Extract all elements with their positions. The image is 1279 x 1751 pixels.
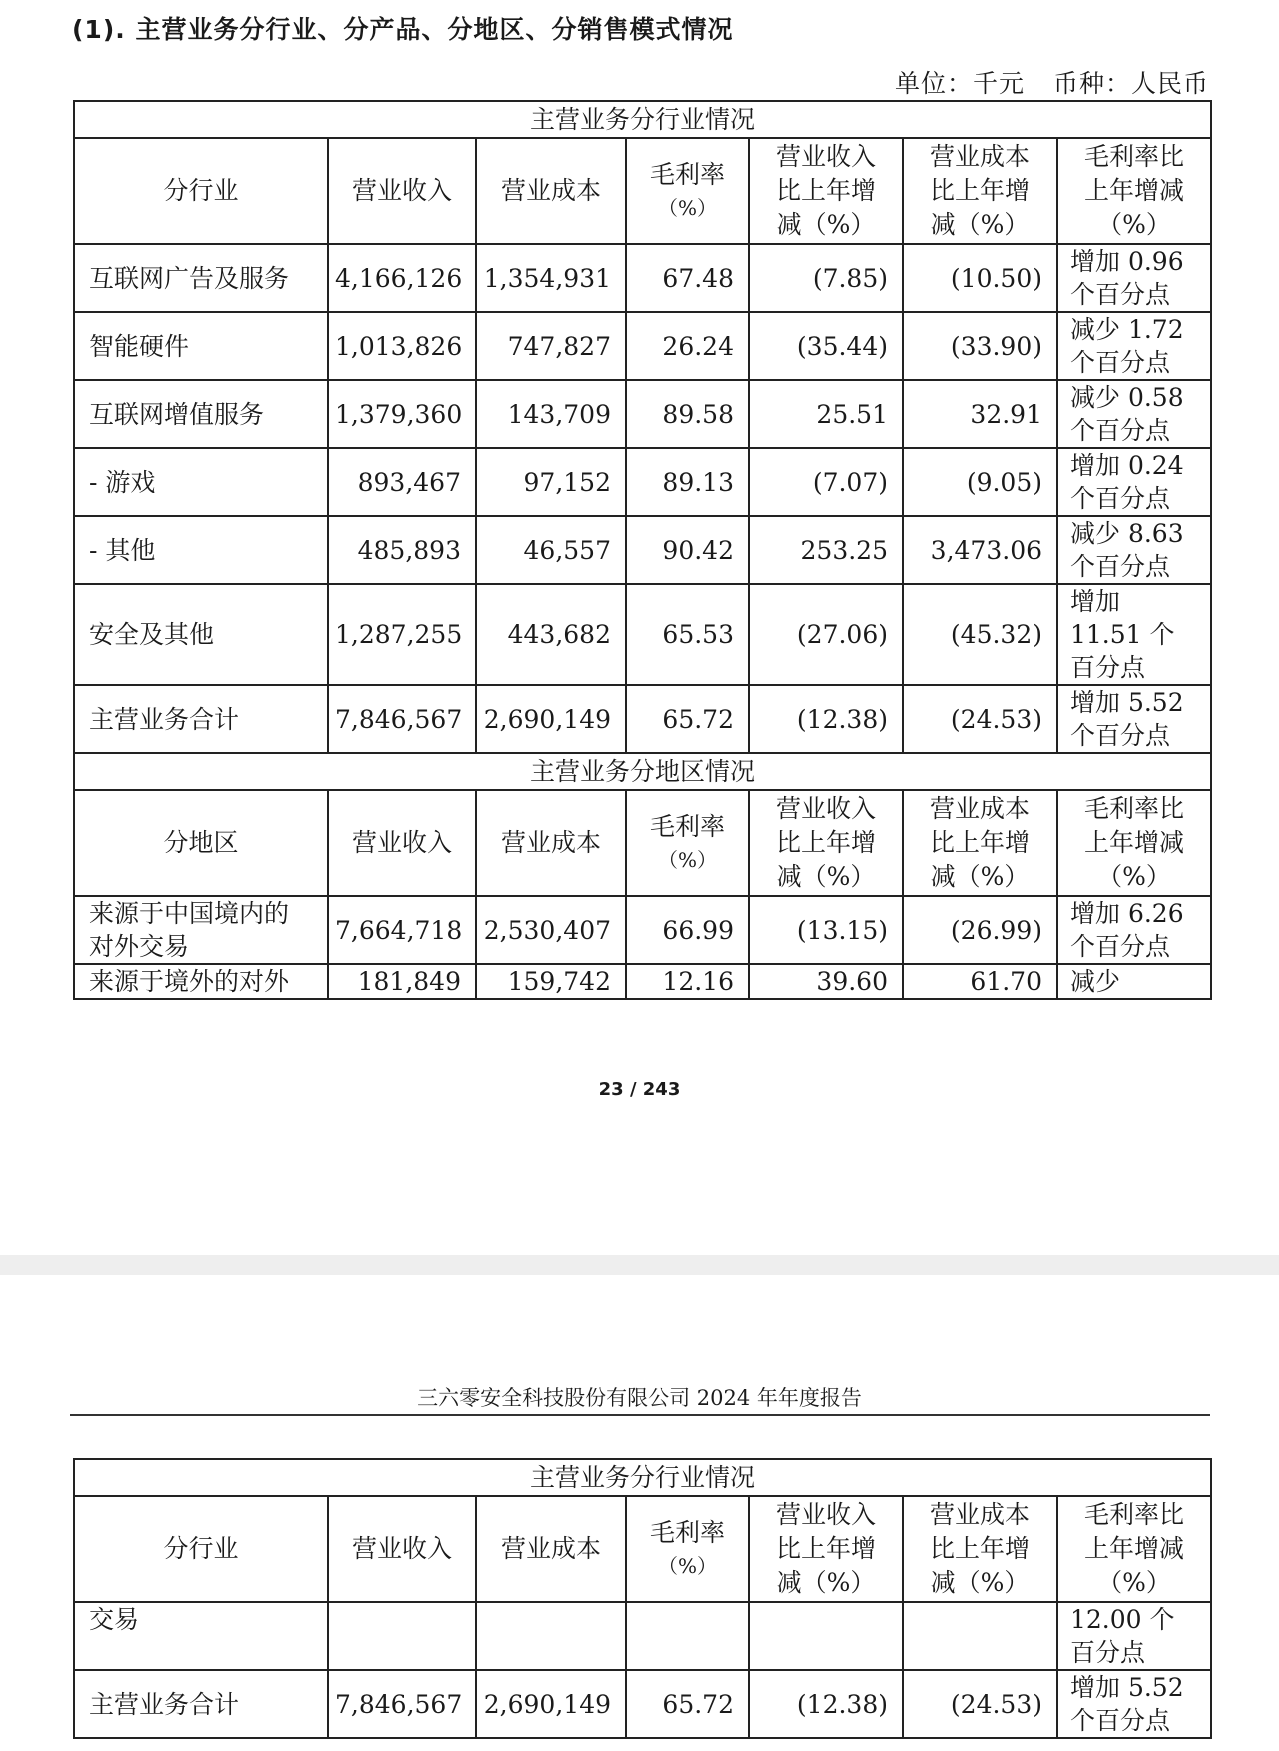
cell-cost-chg: 32.91 [903,380,1057,448]
cell-rev-chg: (27.06) [749,584,903,685]
cell-margin-change: 增加 6.26 个百分点 [1057,896,1211,964]
cell-rev-chg: (35.44) [749,312,903,380]
cell-margin-change: 12.00 个 百分点 [1057,1602,1211,1670]
cell-cost-chg [903,1602,1057,1670]
continued-section-title-row [74,1459,1211,1496]
header-revenue-change: 营业收入 比上年增 减（%） [749,138,903,244]
cell-revenue: 1,013,826 [328,312,476,380]
header-revenue: 营业收入 [328,138,476,244]
header-cost: 营业成本 [476,138,626,244]
report-header: 三六零安全科技股份有限公司 2024 年年度报告 [417,1386,862,1410]
row-label: 安全及其他 [74,584,328,685]
cell-rev-chg: 253.25 [749,516,903,584]
cell-cost: 2,690,149 [476,685,626,753]
cell-cost: 2,690,149 [476,1670,626,1738]
header-cost-change: 营业成本 比上年增 减（%） [903,1496,1057,1602]
cell-cost-chg: 3,473.06 [903,516,1057,584]
cell-margin: 26.24 [626,312,749,380]
cell-margin-change: 增加 0.24 个百分点 [1057,448,1211,516]
row-label: 智能硬件 [74,312,328,380]
header-cost: 营业成本 [476,1496,626,1602]
cell-revenue [328,1602,476,1670]
cell-margin-change: 减少 8.63 个百分点 [1057,516,1211,584]
cell-margin-change: 增加 11.51 个 百分点 [1057,584,1211,685]
row-label: 来源于中国境内的 对外交易 [74,896,328,964]
cell-cost: 159,742 [476,964,626,999]
row-label: - 游戏 [74,448,328,516]
cell-revenue: 7,664,718 [328,896,476,964]
cell-revenue: 181,849 [328,964,476,999]
industry-section-title-row [74,101,1211,138]
header-margin-change: 毛利率比 上年增减 （%） [1057,790,1211,896]
page-gap [0,1255,1279,1275]
header-region: 分地区 [74,790,328,896]
cell-margin: 65.72 [626,1670,749,1738]
region-section-title-row [74,753,1211,790]
cell-revenue: 1,287,255 [328,584,476,685]
cell-margin: 89.58 [626,380,749,448]
cell-rev-chg: (12.38) [749,1670,903,1738]
table-row [74,1670,1211,1738]
unit-line [895,64,1209,100]
row-label: 来源于境外的对外 [74,964,328,999]
row-label: 主营业务合计 [74,685,328,753]
cell-cost-chg: (24.53) [903,1670,1057,1738]
header-margin: 毛利率 （%） [626,790,749,896]
unit-text: 单位：千元 [894,69,1025,98]
cell-cost: 443,682 [476,584,626,685]
cell-revenue: 7,846,567 [328,1670,476,1738]
cell-rev-chg: (13.15) [749,896,903,964]
table-row [74,1602,1211,1670]
table-row [74,448,1211,516]
header-revenue: 营业收入 [328,1496,476,1602]
cell-rev-chg: 25.51 [749,380,903,448]
cell-revenue: 1,379,360 [328,380,476,448]
currency-text: 币种：人民币 [1052,69,1209,98]
cell-cost: 143,709 [476,380,626,448]
cell-margin-change: 减少 [1057,964,1211,999]
cell-revenue: 893,467 [328,448,476,516]
cell-cost [476,1602,626,1670]
cell-revenue: 4,166,126 [328,244,476,312]
cell-cost: 747,827 [476,312,626,380]
header-cost-change: 营业成本 比上年增 减（%） [903,138,1057,244]
continued-header-row [74,1496,1211,1602]
cell-margin: 90.42 [626,516,749,584]
table-row [74,516,1211,584]
page-number: 23 / 243 [598,1079,681,1100]
header-rule [70,1414,1210,1416]
region-rows [74,896,1211,999]
table-row [74,584,1211,685]
cell-margin: 12.16 [626,964,749,999]
table-row [74,685,1211,753]
industry-header-row [74,138,1211,244]
industry-section-title: 主营业务分行业情况 [74,101,1211,138]
cell-margin-change: 减少 1.72 个百分点 [1057,312,1211,380]
row-label: 互联网广告及服务 [74,244,328,312]
cell-margin: 89.13 [626,448,749,516]
continued-table [73,1458,1212,1739]
cell-revenue: 485,893 [328,516,476,584]
cell-margin-change: 减少 0.58 个百分点 [1057,380,1211,448]
cell-cost: 2,530,407 [476,896,626,964]
section-heading: (1). 主营业务分行业、分产品、分地区、分销售模式情况 [72,15,734,44]
cell-cost-chg: (10.50) [903,244,1057,312]
cell-cost: 46,557 [476,516,626,584]
header-industry: 分行业 [74,1496,328,1602]
table-row [74,964,1211,999]
cell-rev-chg: (12.38) [749,685,903,753]
cell-cost-chg: (9.05) [903,448,1057,516]
table-row [74,380,1211,448]
row-label: 主营业务合计 [74,1670,328,1738]
industry-rows [74,244,1211,753]
cell-margin: 65.53 [626,584,749,685]
continued-section-title: 主营业务分行业情况 [74,1459,1211,1496]
header-margin-change: 毛利率比 上年增减 （%） [1057,138,1211,244]
row-label: 交易 [74,1602,328,1670]
cell-cost-chg: (33.90) [903,312,1057,380]
region-header-row [74,790,1211,896]
cell-rev-chg: (7.85) [749,244,903,312]
header-margin-change: 毛利率比 上年增减 （%） [1057,1496,1211,1602]
table-row [74,312,1211,380]
cell-rev-chg: 39.60 [749,964,903,999]
header-cost: 营业成本 [476,790,626,896]
cell-rev-chg [749,1602,903,1670]
cell-cost-chg: (24.53) [903,685,1057,753]
header-revenue-change: 营业收入 比上年增 减（%） [749,1496,903,1602]
table-row [74,244,1211,312]
cell-margin: 65.72 [626,685,749,753]
region-section-title: 主营业务分地区情况 [74,753,1211,790]
header-revenue-change: 营业收入 比上年增 减（%） [749,790,903,896]
table-row [74,896,1211,964]
cell-cost: 1,354,931 [476,244,626,312]
cell-cost-chg: (45.32) [903,584,1057,685]
cell-cost-chg: (26.99) [903,896,1057,964]
row-label: 互联网增值服务 [74,380,328,448]
main-business-table [73,100,1212,1000]
cell-margin-change: 增加 0.96 个百分点 [1057,244,1211,312]
header-cost-change: 营业成本 比上年增 减（%） [903,790,1057,896]
header-margin: 毛利率 （%） [626,138,749,244]
cell-margin [626,1602,749,1670]
cell-margin: 66.99 [626,896,749,964]
cell-margin-change: 增加 5.52 个百分点 [1057,1670,1211,1738]
cell-revenue: 7,846,567 [328,685,476,753]
cell-cost-chg: 61.70 [903,964,1057,999]
row-label: - 其他 [74,516,328,584]
header-industry: 分行业 [74,138,328,244]
cell-rev-chg: (7.07) [749,448,903,516]
continued-rows [74,1602,1211,1738]
cell-margin-change: 增加 5.52 个百分点 [1057,685,1211,753]
header-revenue: 营业收入 [328,790,476,896]
header-margin: 毛利率 （%） [626,1496,749,1602]
cell-cost: 97,152 [476,448,626,516]
cell-margin: 67.48 [626,244,749,312]
